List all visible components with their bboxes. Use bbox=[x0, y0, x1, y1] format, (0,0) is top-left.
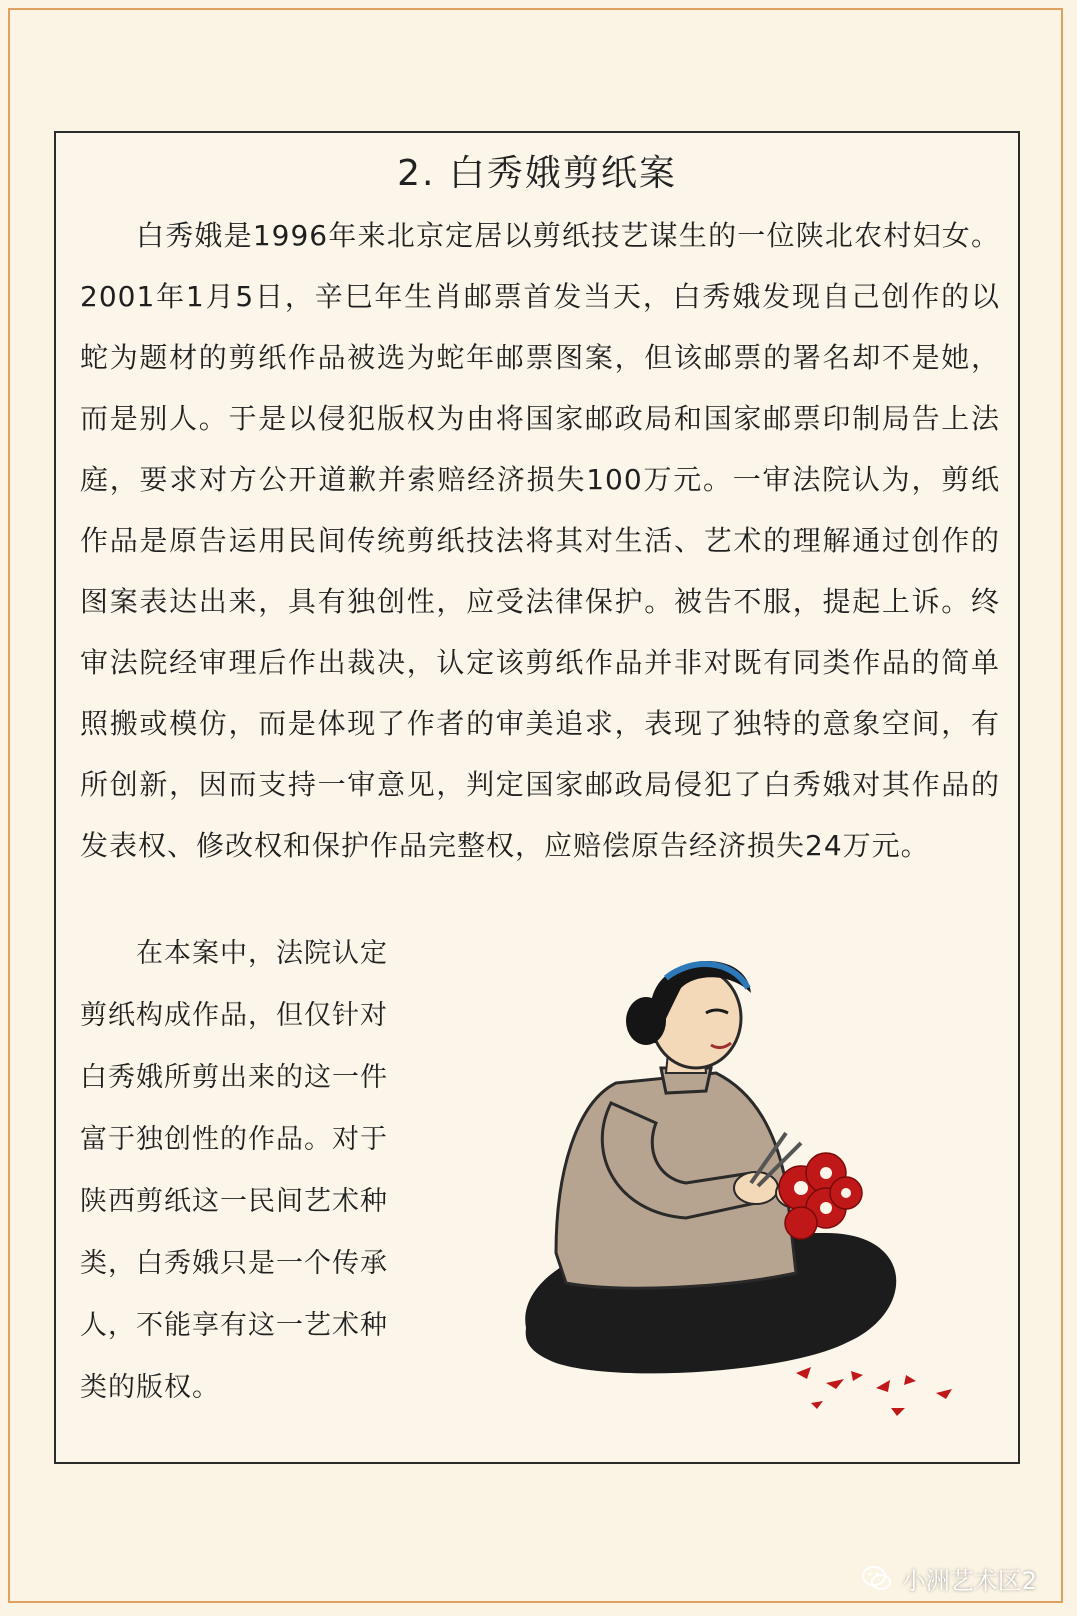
watermark-text: 小洲艺术区2 bbox=[901, 1567, 1037, 1595]
paragraph-conclusion: 在本案中，法院认定剪纸构成作品，但仅针对白秀娥所剪出来的这一件富于独创性的作品。对于陕西剪纸这一民间艺术种类，白秀娥只是一个传承人，不能享有这一艺术种类的版权。 bbox=[80, 938, 388, 1403]
woman-cutting-paper-illustration bbox=[496, 933, 996, 1453]
page-title: 2. 白秀娥剪纸案 bbox=[397, 153, 677, 194]
paragraph-case-description: 白秀娥是1996年来北京定居以剪纸技艺谋生的一位陕北农村妇女。2001年1月5日，辛巳年生肖邮票首发当天，白秀娥发现自己创作的以蛇为题材的剪纸作品被选为蛇年邮票图案，但该邮票的署名却不是她，而是别人。于是以侵犯版权为由将国家邮政局和国家邮票印制局告上法庭，要求对方公开道歉并索赔经济损失100万元。一审法院认为，剪纸作品是原告运用民间传统剪纸技法将其对生活、艺术的理解通过创作的图案表达出来，具有独创性，应受法律保护。被告不服，提起上诉。终审法院经审理后作出裁决，认定该剪纸作品并非对既有同类作品的简单照搬或模仿，而是体现了作者的审美追求，表现了独特的意象空间，有所创新，因而支持一审意见，判定国家邮政局侵犯了白秀娥对其作品的发表权、修改权和保护作品完整权，应赔偿原告经济损失24万元。 bbox=[80, 219, 1000, 862]
paper-scraps bbox=[796, 1367, 952, 1416]
wechat-icon bbox=[860, 1562, 894, 1596]
content-panel bbox=[54, 131, 1020, 1464]
hair-bun bbox=[626, 997, 666, 1045]
watermark bbox=[860, 1561, 1037, 1596]
